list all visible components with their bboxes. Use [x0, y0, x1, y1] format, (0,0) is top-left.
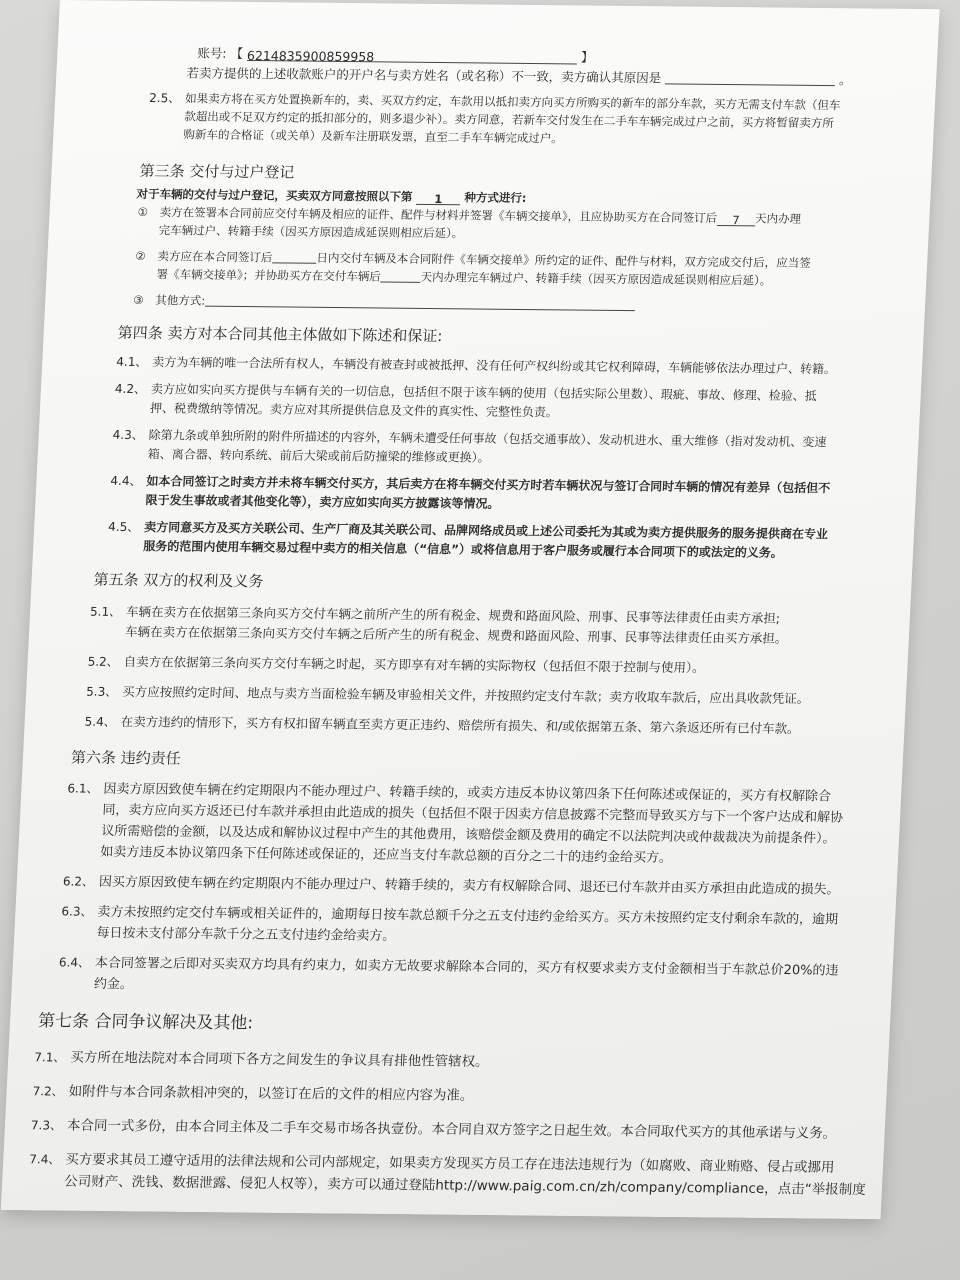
clause-text — [125, 602, 841, 649]
account-label: 账号: — [197, 45, 227, 61]
clause-line: 本合同一式多份，由本合同主体及二手车交易市场各执壹份。本合同自双方签字之日起生效。本合同取代买方的其他承诺与义务。 — [66, 1117, 837, 1142]
account-number-text: 6214835900859958 — [246, 47, 375, 65]
clause-item — [60, 901, 839, 951]
clause-text — [93, 953, 839, 1003]
clause-number: 5.2、 — [87, 654, 120, 669]
option-2 — [116, 247, 857, 291]
clause-2-5 — [123, 89, 865, 151]
option-3-mark: ③ — [133, 292, 144, 308]
clause-line: 购新车的合格证（或关单）及新车注册联发票，直至二手车车辆完成过户。 — [183, 127, 564, 146]
account-bracket-close: 】 — [580, 49, 594, 65]
article-7-list — [28, 1046, 867, 1200]
intro-text-b: 种方式进行: — [464, 190, 527, 205]
clause-number: 7.2、 — [32, 1084, 65, 1099]
clause-number: 6.2、 — [62, 874, 95, 889]
article-7-title: 第七条 合同争议解决及其他: — [37, 1011, 254, 1034]
clause-line: 本合同签署之后即对买卖双方均具有约束力，如卖方无故要求解除本合同的，买方有权要求卖方支付金额相当于车款总价20%的违 — [94, 955, 839, 979]
clause-line: 卖方应如实向买方提供与车辆有关的一切信息，包括但不限于该车辆的使用（包括实际公里数）、瑕疵、事故、修理、检验、抵 — [150, 382, 818, 404]
clause-item — [111, 426, 849, 472]
clause-item — [64, 778, 844, 870]
clause-item — [107, 518, 845, 564]
clause-item — [89, 602, 841, 650]
account-number — [247, 46, 578, 64]
clause-item — [109, 472, 847, 518]
clause-line: 如果卖方将在买方处置换新车的，卖、买双方约定，车款用以抵扣卖方向买方所购买的新车的部分车款，买方无需支付车款（但车 — [184, 91, 841, 113]
option-2-line-2b: 天内办理完车辆过户、转籍手续（因买方原因造成延误则相应后延）。 — [420, 269, 772, 288]
clause-item — [28, 1148, 867, 1200]
option-1 — [118, 203, 859, 247]
clause-number: 4.1、 — [115, 354, 148, 370]
clause-number: 4.5、 — [107, 519, 140, 535]
article-4-title: 第四条 卖方对本合同其他主体做如下陈述和保证: — [117, 323, 443, 346]
clause-item — [30, 1114, 837, 1144]
option-2-text-b: 日内交付车辆及本合同附件《车辆交接单》所约定的证件、配件与材料，双方完成交付后，应当签 — [316, 250, 812, 270]
clause-text — [96, 902, 839, 952]
mismatch-reason-blank — [665, 69, 836, 86]
clause-text — [120, 712, 835, 739]
option-1-days-value: 7 — [732, 213, 741, 228]
clause-line: 买方要求其员工遵守适用的法律法规和公司内部规定，如果卖方发现买方员工存在违法违规行为（如腐败、商业贿赂、侵占或挪用 — [64, 1151, 835, 1176]
clause-number: 5.3、 — [85, 684, 118, 699]
clause-line: 议所需赔偿的金额，以及达成和解协议过程中产生的其他费用，该赔偿金额及费用的确定不以法院判决或仲裁裁决为前提条件）。 — [100, 823, 836, 847]
clause-line: 款超出或不足双方约定的抵扣部分的，则多退少补）。卖方同意，若新车交付发生在二手车车辆完成过户之前，买方将暂留卖方所 — [183, 109, 835, 131]
clause-item — [87, 652, 838, 680]
clause-text — [150, 380, 852, 425]
clause-text — [152, 353, 853, 379]
clause-number: 4.4、 — [110, 473, 142, 489]
clause-number: 2.5、 — [148, 90, 181, 106]
clause-line: 在卖方违约的情形下，买方有权扣留车辆直至卖方更正违约、赔偿所有损失、和/或依据第五条、第六条返还所有已付车款。 — [120, 713, 801, 737]
method-choice — [416, 190, 461, 205]
clause-line: 如卖方违反本协议第四条下任何陈述或保证的，还应当支付车款总额的百分之二十的违约金给买方。 — [99, 844, 673, 866]
account-mismatch-text: 若卖方提供的上述收款账户的开户名与卖方姓名（或名称）不一致，卖方确认其原因是 — [186, 65, 662, 86]
clause-number: 7.3、 — [30, 1118, 63, 1133]
option-1-days — [717, 211, 756, 226]
option-2-text-a: 卖方应在本合同签订后 — [157, 249, 273, 265]
option-3-blank — [205, 292, 636, 312]
option-1-line-2: 完车辆过户、转籍手续（因买方原因造成延误则相应后延）。 — [158, 223, 464, 241]
contract-page — [1, 0, 940, 1219]
clause-line: 如本合同签订之时卖方并未将车辆交付买方，其后卖方在将车辆交付买方时若车辆状况与签订合同时车辆的情况有差异（包括但不 — [146, 474, 831, 496]
clause-text — [70, 1047, 819, 1077]
account-bracket-open: 【 — [230, 45, 244, 61]
clause-line: 押、税费缴纳等情况。卖方应对其所提供信息及文件的真实性、完整性负责。 — [149, 401, 559, 420]
article-6-title: 第六条 违约责任 — [70, 748, 182, 768]
clause-line: 服务的范围内使用车辆交易过程中卖方的相关信息（“信息”）或将信息用于客户服务或履行本合同项下的或法定的义务。 — [142, 539, 784, 560]
account-mismatch-end: 。 — [838, 72, 853, 88]
clause-number: 6.4、 — [58, 955, 91, 970]
clause-item — [34, 1046, 819, 1076]
clause-line: 每日按未支付部分车款千分之五支付违约金给卖方。 — [96, 925, 396, 944]
clause-line: 公司财产、洗钱、数据泄露、侵犯人权等），卖方可以通过登陆http://www.paig.com.cn/zh/company/compliance，点击“举报制度 — [63, 1173, 867, 1198]
clause-line: 卖方为车辆的唯一合法所有权人，车辆没有被查封或被抵押、没有任何产权纠纷或其它权利障碍，车辆能够依法办理过户、转籍。 — [151, 355, 837, 377]
clause-number: 7.1、 — [33, 1050, 66, 1065]
clause-line: 自卖方在依据第三条向买方交付车辆之时起，买方即享有对车辆的实际物权（包括但不限于控制与使用）。 — [123, 653, 706, 676]
clause-number: 5.1、 — [89, 604, 122, 619]
clause-line: 卖方未按照约定交付车辆或相关证件的，逾期每日按车款总额千分之五支付违约金给买方。买方未按照约定支付剩余车款的，逾期 — [97, 904, 839, 928]
article-5-list — [84, 602, 840, 740]
clause-item — [57, 952, 839, 1002]
option-3-text: 其他方式: — [154, 293, 206, 308]
option-1-mark: ① — [137, 204, 149, 220]
option-2-line-2a: 署《车辆交接单》；并协助买方在交付车辆后 — [156, 267, 382, 284]
clause-text — [66, 1115, 836, 1145]
option-3 — [115, 291, 856, 317]
clause-number: 6.1、 — [67, 781, 99, 796]
option-2-transfer-blank — [380, 267, 421, 282]
clause-text — [183, 89, 865, 150]
clause-number: 6.3、 — [61, 904, 93, 919]
clause-text — [100, 779, 845, 871]
clause-line: 因卖方原因致使车辆在约定期限内不能办理过户、转籍手续的，或卖方违反本协议第四条下任何陈述或保证的，买方有权解除合 — [103, 781, 832, 805]
clause-text — [145, 472, 847, 517]
clause-line: 约金。 — [93, 976, 134, 993]
clause-line: 如附件与本合同条款相冲突的，以签订在后的文件的相应内容为准。 — [68, 1083, 474, 1104]
clause-text — [122, 682, 837, 709]
article-5-title: 第五条 双方的权利及义务 — [93, 570, 264, 591]
article-3-title: 第三条 交付与过户登记 — [139, 161, 295, 182]
clause-text — [68, 1081, 817, 1111]
clause-text — [143, 518, 845, 563]
article-6-list — [57, 778, 844, 1002]
clause-item — [84, 712, 835, 740]
clause-line: 车辆在卖方在依据第三条向买方交付车辆之后所产生的所有税金、规费和路面风险、刑事、民事等法律责任由买方承担。 — [124, 623, 788, 646]
option-2-mark: ② — [135, 248, 147, 264]
clause-text — [147, 426, 849, 471]
clause-line: 买方所在地法院对本合同项下各方之间发生的争议具有排他性管辖权。 — [69, 1049, 489, 1070]
clause-item — [62, 871, 840, 900]
clause-line: 限于发生事故或者其他变化等），卖方应如实向买方披露该等情况。 — [145, 493, 500, 511]
clause-line: 因买方原因致使车辆在约定期限内不能办理过户、转籍手续的，卖方有权解除合同、退还已付车款并由买方承担由此造成的损失。 — [98, 874, 840, 898]
clause-item — [86, 682, 837, 710]
clause-item — [32, 1080, 817, 1110]
clause-line: 同，卖方应向买方返还已付车款并承担由此造成的损失（包括但不限于因卖方信息披露不完整而导致买方与下一个客户达成和解协 — [102, 802, 844, 826]
method-choice-value: 1 — [433, 192, 443, 207]
clause-number: 7.4、 — [28, 1152, 61, 1167]
clause-line: 买方应按照约定时间、地点与卖方当面检验车辆及审验相关文件，并按照约定支付车款；卖方收取车款后，应出具收款凭证。 — [121, 683, 810, 707]
clause-text — [98, 872, 840, 901]
clause-number: 5.4、 — [84, 714, 117, 729]
clause-line: 除第九条或单独所附的附件所描述的内容外，车辆未遭受任何事故（包括交通事故）、发动机进水、重大维修（指对发动机、变速 — [148, 428, 827, 450]
intro-text-a: 对于车辆的交付与过户登记，买卖双方同意按照以下第 — [136, 186, 413, 204]
clause-number: 4.2、 — [114, 381, 147, 397]
option-1-text-b: 天内办理 — [754, 211, 802, 226]
clause-line: 箱、离合器、转向系统、前后大梁或前后防撞梁的维修或更换）。 — [147, 447, 491, 465]
option-1-text-a: 卖方在签署本合同前应交付车辆及相应的证件、配件与材料并签署《车辆交接单》，且应协助买方在合同签订后 — [159, 205, 718, 225]
clause-line: 车辆在卖方在依据第三条向买方交付车辆之前所产生的所有税金、规费和路面风险、刑事、民事等法律责任由卖方承担; — [125, 603, 781, 626]
clause-text — [123, 652, 838, 679]
clause-item — [114, 380, 852, 426]
clause-item — [116, 353, 853, 380]
clause-line: 卖方同意买方及买方关联公司、生产厂商及其关联公司、品牌网络成员或上述公司委托为其或为卖方提供服务的服务提供商在专业 — [143, 520, 829, 542]
option-2-days-blank — [272, 248, 317, 263]
contract-body — [1, 0, 940, 1219]
clause-number: 4.3、 — [112, 427, 145, 443]
article-4-list — [103, 353, 853, 564]
clause-text — [64, 1149, 868, 1201]
